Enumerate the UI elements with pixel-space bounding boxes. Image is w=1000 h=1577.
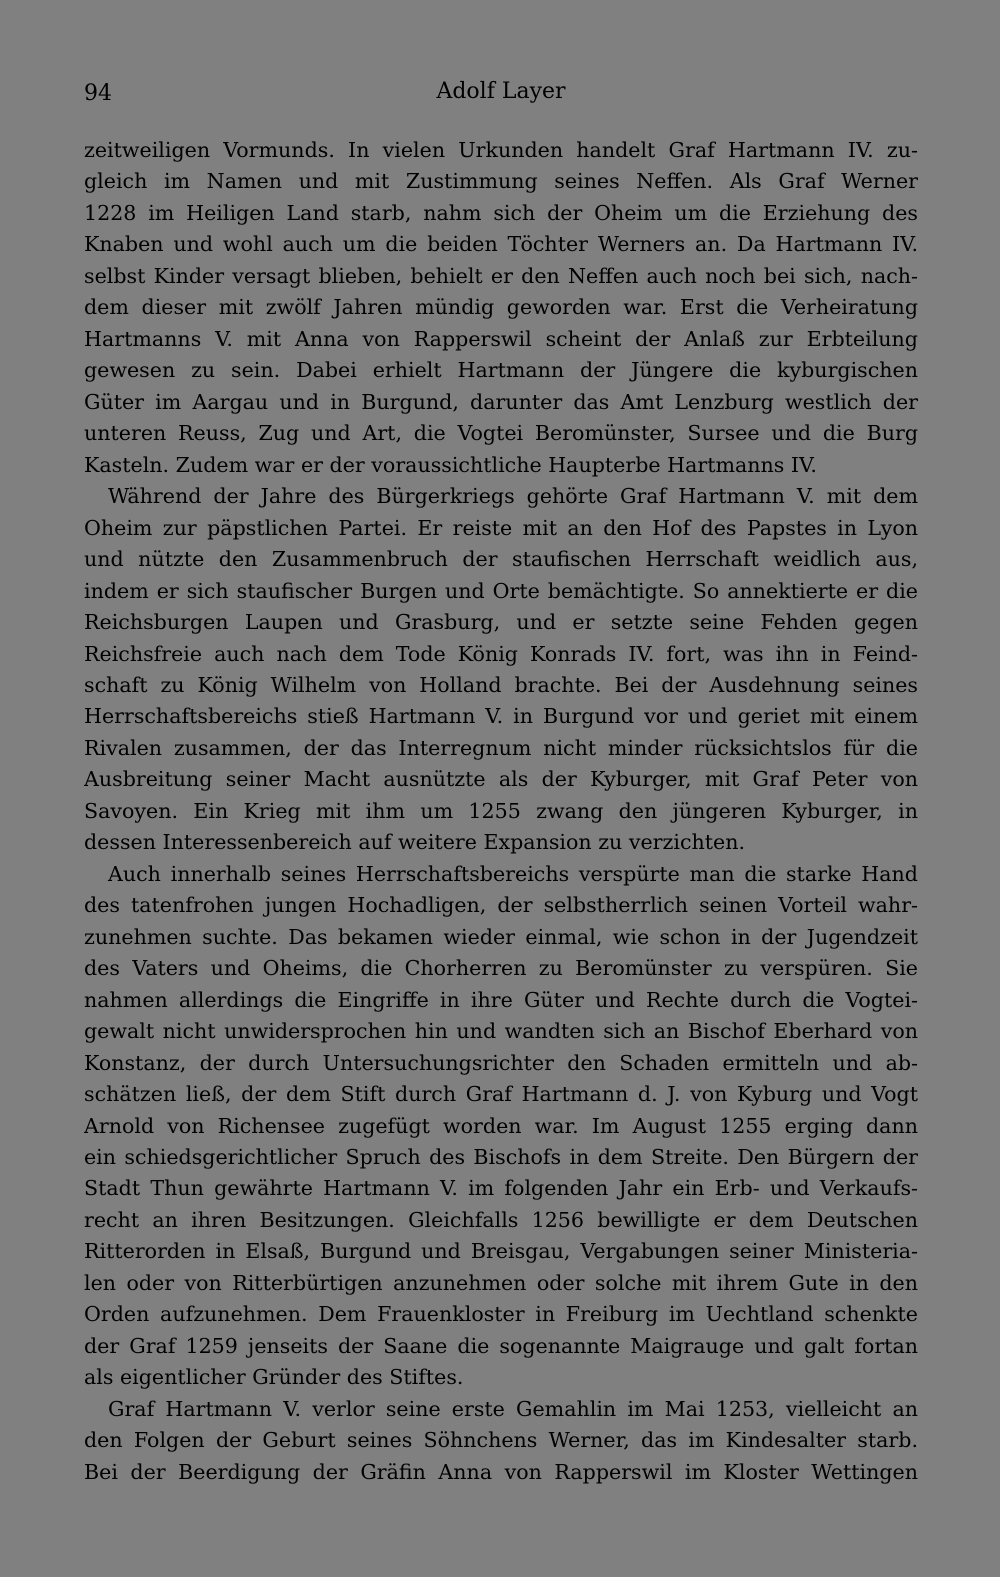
text-line: des tatenfrohen jungen Hochadligen, der selbstherrlich seinen Vorteil wahr- [84,893,918,918]
text-line: Kasteln. Zudem war er der voraussichtliche Haupterbe Hartmanns IV. [84,452,817,477]
text-line: Rivalen zusammen, der das Interregnum nicht minder rücksichtslos für die [84,735,918,760]
running-head [84,76,918,112]
text-line: den Folgen der Geburt seines Söhnchens Werner, das im Kindesalter starb. [84,1428,918,1453]
paragraph [84,135,918,481]
text-line: Graf Hartmann V. verlor seine erste Gemahlin im Mai 1253, vielleicht an [108,1396,918,1421]
text-line: Stadt Thun gewährte Hartmann V. im folgenden Jahr ein Erb- und Verkaufs- [84,1176,918,1201]
paragraph [84,859,918,1394]
text-line: als eigentlicher Gründer des Stiftes. [84,1365,464,1390]
text-line: dem dieser mit zwölf Jahren mündig geworden war. Erst die Verheiratung [84,295,918,320]
text-line: Konstanz, der durch Untersuchungsrichter den Schaden ermitteln und ab- [84,1050,918,1075]
text-line: nahmen allerdings die Eingriffe in ihre Güter und Rechte durch die Vogtei- [84,987,918,1012]
text-line: gewalt nicht unwidersprochen hin und wandten sich an Bischof Eberhard von [84,1019,918,1044]
text-line: gewesen zu sein. Dabei erhielt Hartmann der Jüngere die kyburgischen [84,358,918,383]
text-line: des Vaters und Oheims, die Chorherren zu Beromünster zu verspüren. Sie [84,956,918,981]
text-line: recht an ihren Besitzungen. Gleichfalls 1256 bewilligte er dem Deutschen [84,1207,918,1232]
text-line: zunehmen suchte. Das bekamen wieder einmal, wie schon in der Jugendzeit [84,924,918,949]
text-line: 1228 im Heiligen Land starb, nahm sich der Oheim um die Erziehung des [84,200,918,225]
text-line: Herrschaftsbereichs stieß Hartmann V. in Burgund vor und geriet mit einem [84,704,918,729]
text-line: und nützte den Zusammenbruch der staufischen Herrschaft weidlich aus, [84,547,918,572]
text-line: der Graf 1259 jenseits der Saane die sogenannte Maigrauge und galt fortan [84,1333,918,1358]
text-line: gleich im Namen und mit Zustimmung seines Neffen. Als Graf Werner [84,169,918,194]
running-title: Adolf Layer [436,79,566,104]
text-line: Bei der Beerdigung der Gräfin Anna von Rapperswil im Kloster Wettingen [84,1459,918,1484]
text-line: Während der Jahre des Bürgerkriegs gehörte Graf Hartmann V. mit dem [108,484,918,509]
text-line: Güter im Aargau und in Burgund, darunter das Amt Lenzburg westlich der [84,389,918,414]
body-text [84,135,918,1488]
text-line: selbst Kinder versagt blieben, behielt er den Neffen auch noch bei sich, nach- [84,263,918,288]
text-line: schaft zu König Wilhelm von Holland brachte. Bei der Ausdehnung seines [84,672,918,697]
text-line: Reichsburgen Laupen und Grasburg, und er setzte seine Fehden gegen [84,610,918,635]
text-line: indem er sich staufischer Burgen und Orte bemächtigte. So annektierte er die [84,578,918,603]
text-line: ein schiedsgerichtlicher Spruch des Bischofs in dem Streite. Den Bürgern der [84,1145,918,1169]
text-line: Savoyen. Ein Krieg mit ihm um 1255 zwang den jüngeren Kyburger, in [84,798,918,823]
text-line: Arnold von Richensee zugefügt worden war. Im August 1255 erging dann [84,1113,918,1138]
text-line: len oder von Ritterbürtigen anzunehmen oder solche mit ihrem Gute in den [84,1270,918,1295]
text-line: Reichsfreie auch nach dem Tode König Konrads IV. fort, was ihn in Feind- [84,641,918,666]
text-line: Hartmanns V. mit Anna von Rapperswil scheint der Anlaß zur Erbteilung [84,326,918,351]
text-line: Knaben und wohl auch um die beiden Töchter Werners an. Da Hartmann IV. [84,232,918,257]
text-line: Auch innerhalb seines Herrschaftsbereichs verspürte man die starke Hand [108,861,918,886]
text-line: zeitweiligen Vormunds. In vielen Urkunden handelt Graf Hartmann IV. zu- [84,138,918,162]
text-line: Ritterorden in Elsaß, Burgund und Breisgau, Vergabungen seiner Ministeria- [84,1239,918,1264]
text-line: Oheim zur päpstlichen Partei. Er reiste mit an den Hof des Papstes in Lyon [84,515,918,540]
text-line: unteren Reuss, Zug und Art, die Vogtei Beromünster, Sursee und die Burg [84,421,918,446]
text-line: schätzen ließ, der dem Stift durch Graf Hartmann d. J. von Kyburg und Vogt [84,1082,918,1107]
text-line: dessen Interessenbereich auf weitere Expansion zu verzichten. [84,830,746,855]
text-line: Orden aufzunehmen. Dem Frauenkloster in Freiburg im Uechtland schenkte [84,1302,918,1327]
text-line: Ausbreitung seiner Macht ausnützte als der Kyburger, mit Graf Peter von [84,767,918,792]
page-number: 94 [84,81,112,106]
paragraph [84,481,918,859]
paragraph [84,1394,918,1488]
